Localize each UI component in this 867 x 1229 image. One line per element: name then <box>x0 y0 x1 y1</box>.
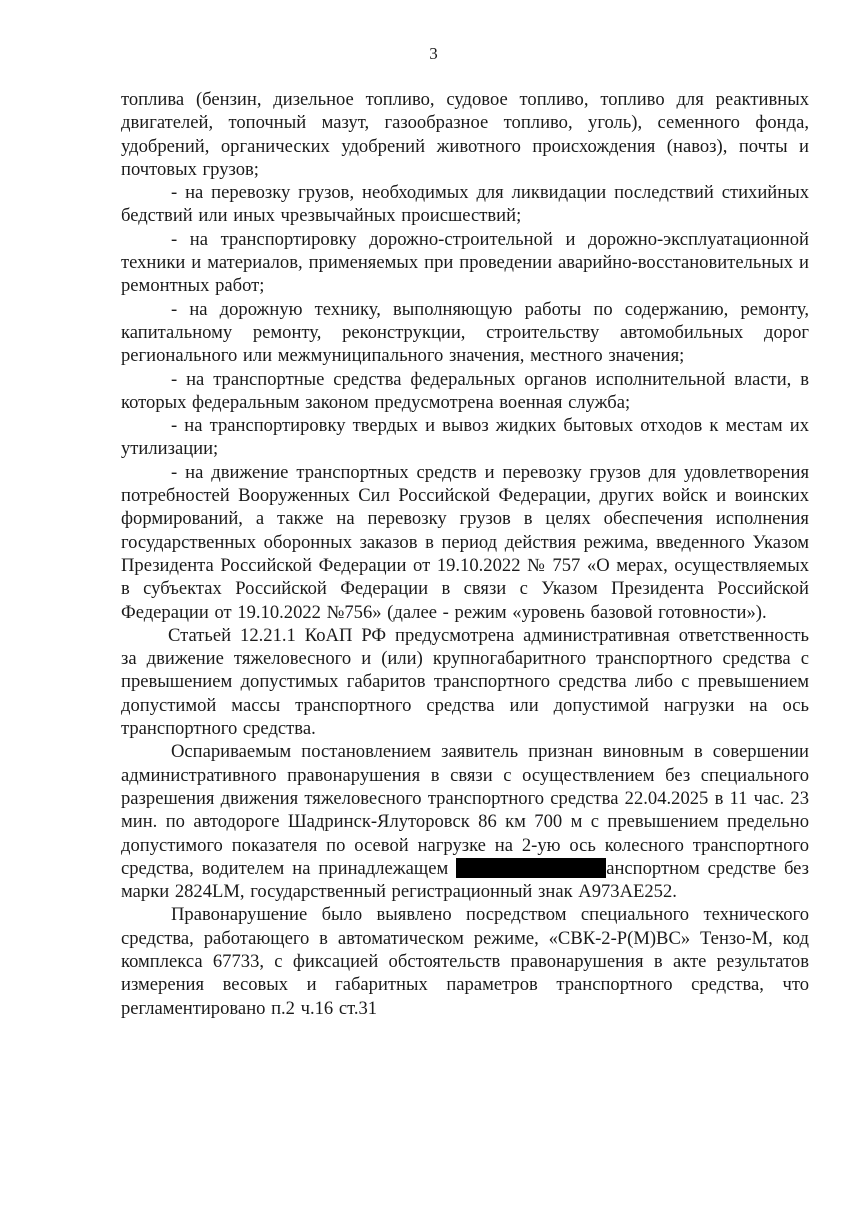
paragraph-disaster-cargo: - на перевозку грузов, необходимых для ликвидации последствий стихийных бедствий или иных чрезвычайных происшествий; <box>121 182 809 227</box>
ruling-text-after: анспортном средстве без марки 2824LM, государственный регистрационный знак А973АЕ252. <box>121 857 809 903</box>
paragraph-contested-ruling <box>121 740 809 903</box>
paragraph-waste-transport: - на транспортировку твердых и вывоз жидких бытовых отходов к местам их утилизации; <box>121 415 809 460</box>
paragraph-armed-forces: - на движение транспортных средств и перевозку грузов для удовлетворения потребностей Вооруженных Сил Российской Федерации, других войск и воинских формирований, а также на перевозку грузов в целях обеспечения исполнения государственных оборонных заказов в период действия режима, введенного Указом Президента Российской Федерации от 19.10.2022 № 757 «О мерах, осуществляемых в субъектах Российской Федерации в связи с Указом Президента Российской Федерации от 19.10.2022 №756» (далее - режим «уровень базовой готовности»). <box>121 461 809 623</box>
paragraph-road-equipment: - на транспортировку дорожно-строительной и дорожно-эксплуатационной техники и материалов, применяемых при проведении аварийно-восстановительных и ремонтных работ; <box>121 228 809 297</box>
paragraph-federal-vehicles: - на транспортные средства федеральных органов исполнительной власти, в которых федеральным законом предусмотрена военная служба; <box>121 368 809 413</box>
document-body <box>121 88 809 1020</box>
paragraph-road-works: - на дорожную технику, выполняющую работы по содержанию, ремонту, капитальному ремонту, реконструкции, строительству автомобильных дорог регионального или межмуниципального значения, местного значения; <box>121 298 809 367</box>
redaction-block <box>456 858 606 878</box>
ruling-text-before: Оспариваемым постановлением заявитель признан виновным в совершении административного правонарушения в связи с осуществлением без специального разрешения движения тяжеловесного транспортного средства 22.04.2025 в 11 час. 23 мин. по автодороге Шадринск-Ялуторовск 86 км 700 м с превышением предельно допустимого показателя по осевой нагрузке на 2-ую ось колесного транспортного средства, водителем на принадлежащем <box>121 741 809 879</box>
page-number: 3 <box>429 44 438 63</box>
paragraph-koap-article: Статьей 12.21.1 КоАП РФ предусмотрена административная ответственность за движение тяжеловесного и (или) крупногабаритного транспортного средства с превышением допустимых габаритов транспортного средства либо с превышением допустимой массы транспортного средства или допустимой нагрузки на ось транспортного средства. <box>121 624 809 740</box>
paragraph-violation-detection: Правонарушение было выявлено посредством специального технического средства, работающего в автоматическом режиме, «СВК-2-Р(М)ВС» Тензо-М, код комплекса 67733, с фиксацией обстоятельств правонарушения в акте результатов измерения весовых и габаритных параметров транспортного средства, что регламентировано п.2 ч.16 ст.31 <box>121 904 809 1019</box>
paragraph-fuel-list: топлива (бензин, дизельное топливо, судовое топливо, топливо для реактивных двигателей, топочный мазут, газообразное топливо, уголь), семенного фонда, удобрений, органических удобрений животного происхождения (навоз), почты и почтовых грузов; <box>121 89 809 180</box>
